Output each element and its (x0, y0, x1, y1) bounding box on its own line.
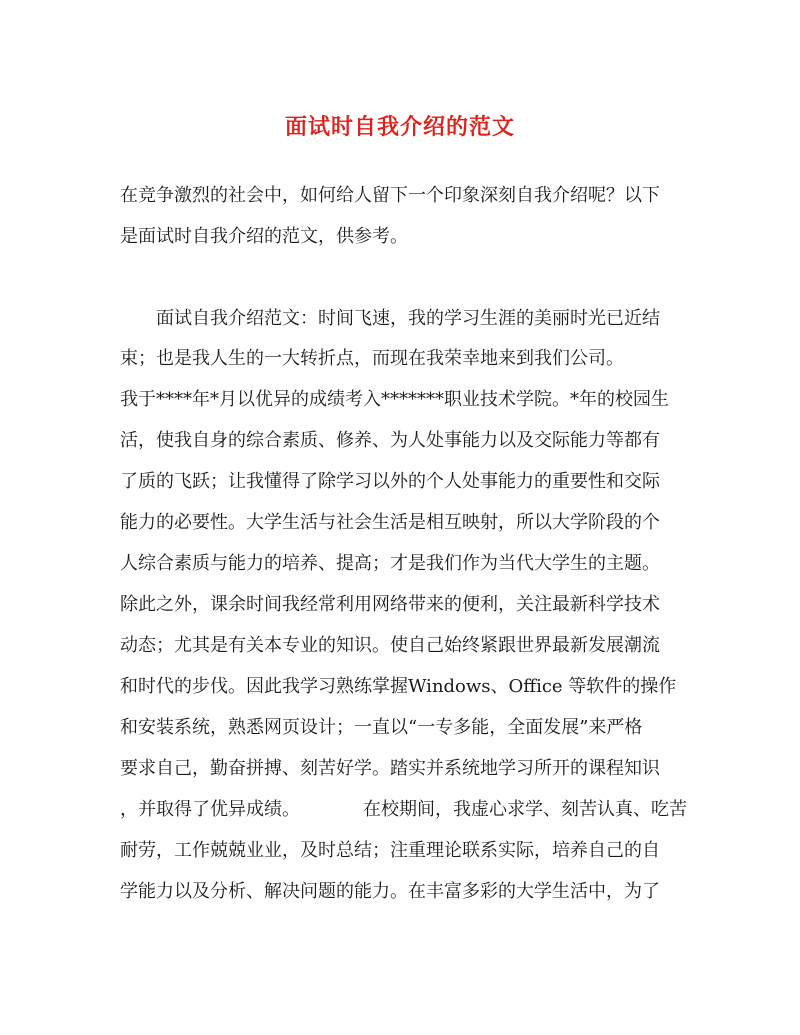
paragraph-line: 在竞争激烈的社会中，如何给人留下一个印象深刻自我介绍呢？以下 (120, 185, 660, 206)
paragraph-line: ，并取得了优异成绩。 在校期间，我虚心求学、刻苦认真、吃苦 (120, 799, 687, 820)
paragraph-line: 要求自己，勤奋拼搏、刻苦好学。踏实并系统地学习所开的课程知识 (120, 758, 660, 779)
paragraph-line: 活，使我自身的综合素质、修养、为人处事能力以及交际能力等都有 (120, 430, 660, 451)
paragraph-line: 我于****年*月以优异的成绩考入*******职业技术学院。*年的校园生 (120, 389, 669, 410)
paragraph-line: 人综合素质与能力的培养、提高；才是我们作为当代大学生的主题。 (120, 553, 660, 574)
paragraph-line: 了质的飞跃；让我懂得了除学习以外的个人处事能力的重要性和交际 (120, 471, 660, 492)
document-title: 面试时自我介绍的范文 (284, 114, 515, 140)
paragraph-line: 和时代的步伐。因此我学习熟练掌握Windows、Office 等软件的操作 (120, 676, 677, 697)
paragraph-line: 和安装系统，熟悉网页设计；一直以“一专多能，全面发展”来严格 (120, 717, 643, 738)
paragraph-line: 除此之外，课余时间我经常利用网络带来的便利，关注最新科学技术 (120, 594, 660, 615)
paragraph-line: 是面试时自我介绍的范文，供参考。 (120, 226, 408, 247)
paragraph-line: 动态；尤其是有关本专业的知识。使自己始终紧跟世界最新发展潮流 (120, 635, 660, 656)
paragraph-line: 束；也是我人生的一大转折点，而现在我荣幸地来到我们公司。 (120, 348, 624, 369)
paragraph-line: 能力的必要性。大学生活与社会生活是相互映射，所以大学阶段的个 (120, 512, 660, 533)
paragraph-line: 面试自我介绍范文：时间飞速，我的学习生涯的美丽时光已近结 (120, 308, 660, 329)
paragraph-line: 学能力以及分析、解决问题的能力。在丰富多彩的大学生活中，为了 (120, 881, 660, 902)
paragraph-line: 耐劳，工作兢兢业业，及时总结；注重理论联系实际，培养自己的自 (120, 840, 660, 861)
